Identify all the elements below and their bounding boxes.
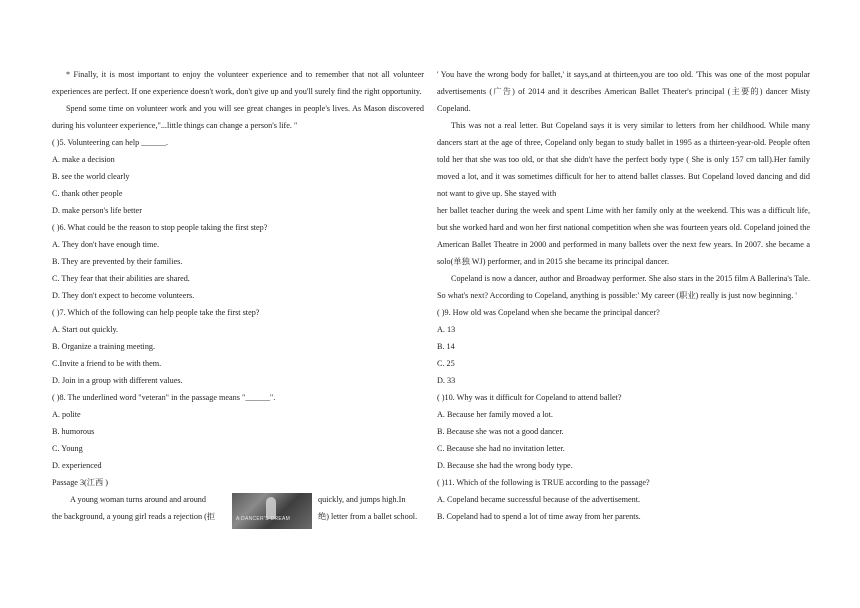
question-5: [52, 134, 424, 219]
option-c[interactable]: C. Young: [52, 444, 83, 453]
passage-3-line-1-right: quickly, and jumps high.In: [318, 495, 406, 504]
intro-paragraph-1: * Finally, it is most important to enjoy the volunteer experience and to remember that not all volunteer experiences are perfect. If one experience doesn't work, don't give up and you'll surely find the right opportunity.: [52, 70, 424, 96]
right-column: [437, 66, 810, 525]
option-d[interactable]: D. Join in a group with different values.: [52, 376, 183, 385]
question-stem: ( )11. Which of the following is TRUE according to the passage?: [437, 478, 650, 487]
option-c[interactable]: C. They fear that their abilities are shared.: [52, 274, 190, 283]
question-7: [52, 304, 424, 389]
option-d[interactable]: D. experienced: [52, 461, 102, 470]
option-c[interactable]: C. Because she had no invitation letter.: [437, 444, 565, 453]
option-b[interactable]: B. 14: [437, 342, 455, 351]
passage-3-body: [52, 491, 424, 525]
question-10: [437, 389, 810, 474]
option-d[interactable]: D. Because she had the wrong body type.: [437, 461, 573, 470]
passage-3-title: Passage 3(江西 ): [52, 478, 108, 487]
option-d[interactable]: D. They don't expect to become volunteers.: [52, 291, 195, 300]
intro-paragraph-2: Spend some time on volunteer work and you will see great changes in people's lives. As Mason discovered during his volunteer experience,"...little things can change a person's life. ": [52, 104, 424, 130]
option-c[interactable]: C. thank other people: [52, 189, 123, 198]
passage-paragraph-3: her ballet teacher during the week and spent Lime with her family only at the weekend. This was a difficult life, but she worked hard and won her first national competition when she was fourteen years old. Copeland joined the American Ballet Theatre in 2000 and performed in many ballets over the next few years. In 2007. she became a solo(单独 WJ) performer, and in 2015 she became its principal dancer.: [437, 206, 810, 266]
option-a[interactable]: A. They don't have enough time.: [52, 240, 160, 249]
option-a[interactable]: A. polite: [52, 410, 81, 419]
question-stem: ( )9. How old was Copeland when she became the principal dancer?: [437, 308, 660, 317]
question-11: [437, 474, 810, 525]
question-stem: ( )6. What could be the reason to stop people taking the first step?: [52, 223, 268, 232]
option-b[interactable]: B. humorous: [52, 427, 95, 436]
option-c[interactable]: C.Invite a friend to be with them.: [52, 359, 162, 368]
option-b[interactable]: B. Organize a training meeting.: [52, 342, 156, 351]
option-a[interactable]: A. Start out quickly.: [52, 325, 119, 334]
question-stem: ( )10. Why was it difficult for Copeland to attend ballet?: [437, 393, 622, 402]
passage-3-line-2-left: the background, a young girl reads a rejection (拒: [52, 512, 216, 521]
option-a[interactable]: A. 13: [437, 325, 456, 334]
option-a[interactable]: A. Because her family moved a lot.: [437, 410, 553, 419]
photo-caption: A DANCER'S DREAM: [236, 516, 291, 522]
option-b[interactable]: B. Copeland had to spend a lot of time away from her parents.: [437, 512, 641, 521]
passage-3-line-1-left: A young woman turns around and around: [70, 495, 206, 504]
left-column: [52, 66, 424, 525]
passage-3-line-2-right: 绝) letter from a ballet school.: [318, 512, 418, 521]
option-d[interactable]: D. make person's life better: [52, 206, 142, 215]
passage-paragraph-1: ' You have the wrong body for ballet,' it says,and at thirteen,you are too old. 'This was one of the most popular advertisements (广告) of 2014 and it describes American Ballet Theater's principal (主要的) dancer Misty Copeland.: [437, 70, 810, 113]
option-b[interactable]: B. They are prevented by their families.: [52, 257, 183, 266]
question-stem: ( )7. Which of the following can help people take the first step?: [52, 308, 260, 317]
question-8: [52, 389, 424, 474]
ballet-dancer-photo: [232, 493, 312, 529]
question-6: [52, 219, 424, 304]
option-b[interactable]: B. see the world clearly: [52, 172, 130, 181]
option-c[interactable]: C. 25: [437, 359, 455, 368]
passage-paragraph-4: Copeland is now a dancer, author and Broadway performer. She also stars in the 2015 film A Ballerina's Tale. So what's next? According to Copeland, anything is possible:' My career (职业) really is just now beginning. ': [437, 274, 810, 300]
question-stem: ( )8. The underlined word "veteran" in the passage means "______".: [52, 393, 276, 402]
option-b[interactable]: B. Because she was not a good dancer.: [437, 427, 564, 436]
question-9: [437, 304, 810, 389]
option-a[interactable]: A. Copeland became successful because of the advertisement.: [437, 495, 641, 504]
option-a[interactable]: A. make a decision: [52, 155, 115, 164]
question-stem: ( )5. Volunteering can help ______.: [52, 138, 168, 147]
passage-paragraph-2: This was not a real letter. But Copeland says it is very similar to letters from her childhood. While many dancers start at the age of three, Copeland only began to study ballet in 1995 as a thirteen-year-old. People often told her that she was too old, or that she didn't have the perfect body type ( She is only 157 cm tall).Her family moved a lot, and it was sometimes difficult for her to attend ballet classes. But Copeland loved dancing and did not want to give up. She stayed with: [437, 121, 810, 198]
option-d[interactable]: D. 33: [437, 376, 456, 385]
